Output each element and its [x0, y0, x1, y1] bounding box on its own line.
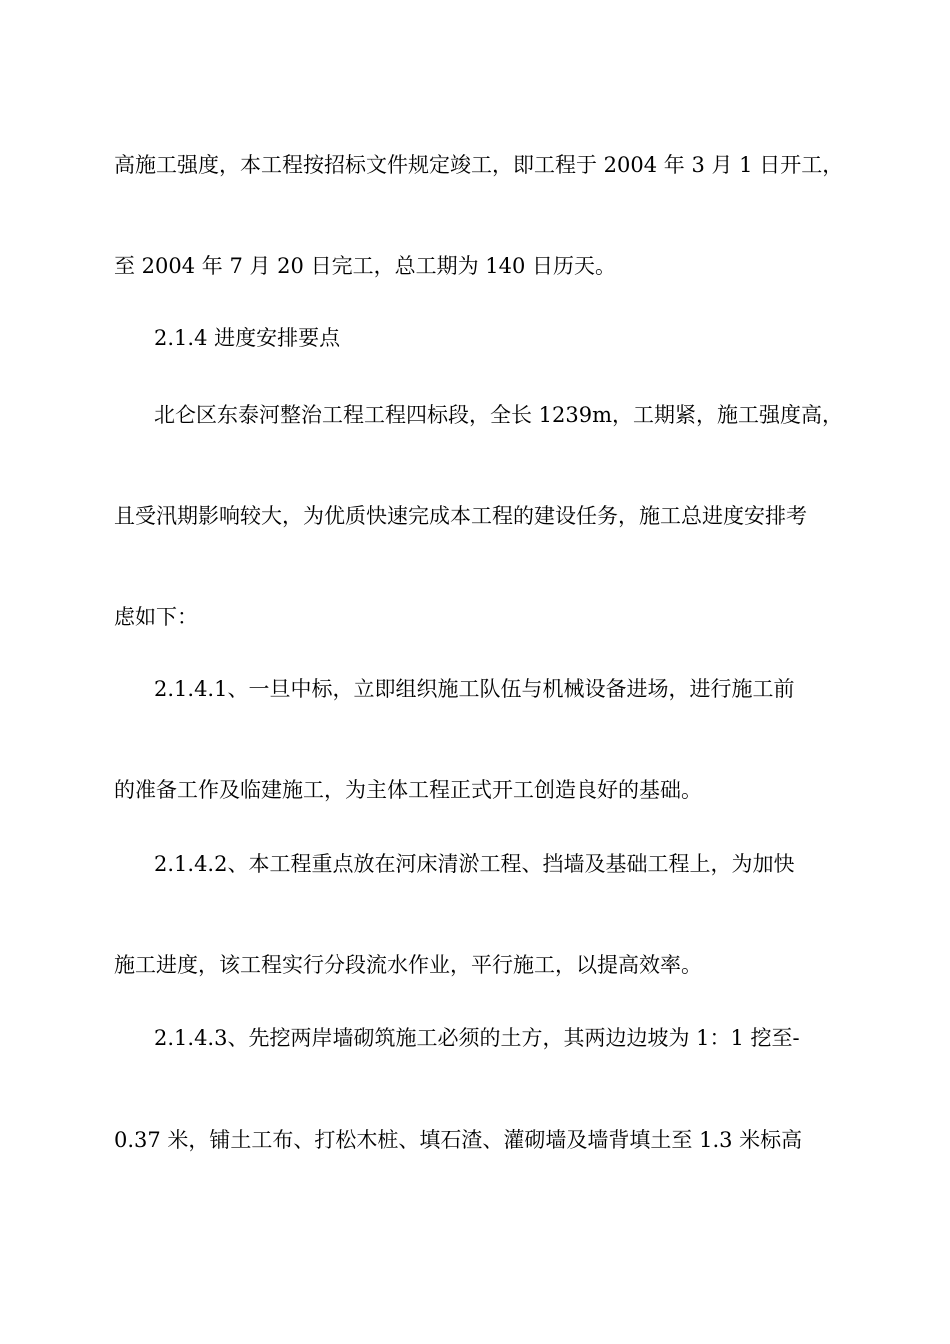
text-line-6: 虑如下： [114, 605, 198, 629]
text-line-12: 0.37 米，铺土工布、打松木桩、填石渣、灌砌墙及墙背填土至 1.3 米标高 [114, 1128, 803, 1152]
text-line-10: 施工进度，该工程实行分段流水作业，平行施工，以提高效率。 [114, 953, 702, 977]
text-line-1: 高施工强度，本工程按招标文件规定竣工，即工程于 2004 年 3 月 1 日开工， [114, 153, 844, 177]
text-line-9: 2.1.4.2、本工程重点放在河床清淤工程、挡墙及基础工程上，为加快 [154, 852, 795, 876]
section-heading: 2.1.4 进度安排要点 [154, 326, 341, 350]
text-line-8: 的准备工作及临建施工，为主体工程正式开工创造良好的基础。 [114, 778, 702, 802]
text-line-7: 2.1.4.1、一旦中标，立即组织施工队伍与机械设备进场，进行施工前 [154, 677, 795, 701]
text-line-4: 北仑区东泰河整治工程工程四标段，全长 1239m，工期紧，施工强度高， [154, 403, 844, 427]
text-line-2: 至 2004 年 7 月 20 日完工，总工期为 140 日历天。 [114, 254, 617, 278]
text-line-11: 2.1.4.3、先挖两岸墙砌筑施工必须的土方，其两边边坡为 1：1 挖至- [154, 1026, 800, 1050]
text-line-5: 且受汛期影响较大，为优质快速完成本工程的建设任务，施工总进度安排考 [114, 504, 807, 528]
